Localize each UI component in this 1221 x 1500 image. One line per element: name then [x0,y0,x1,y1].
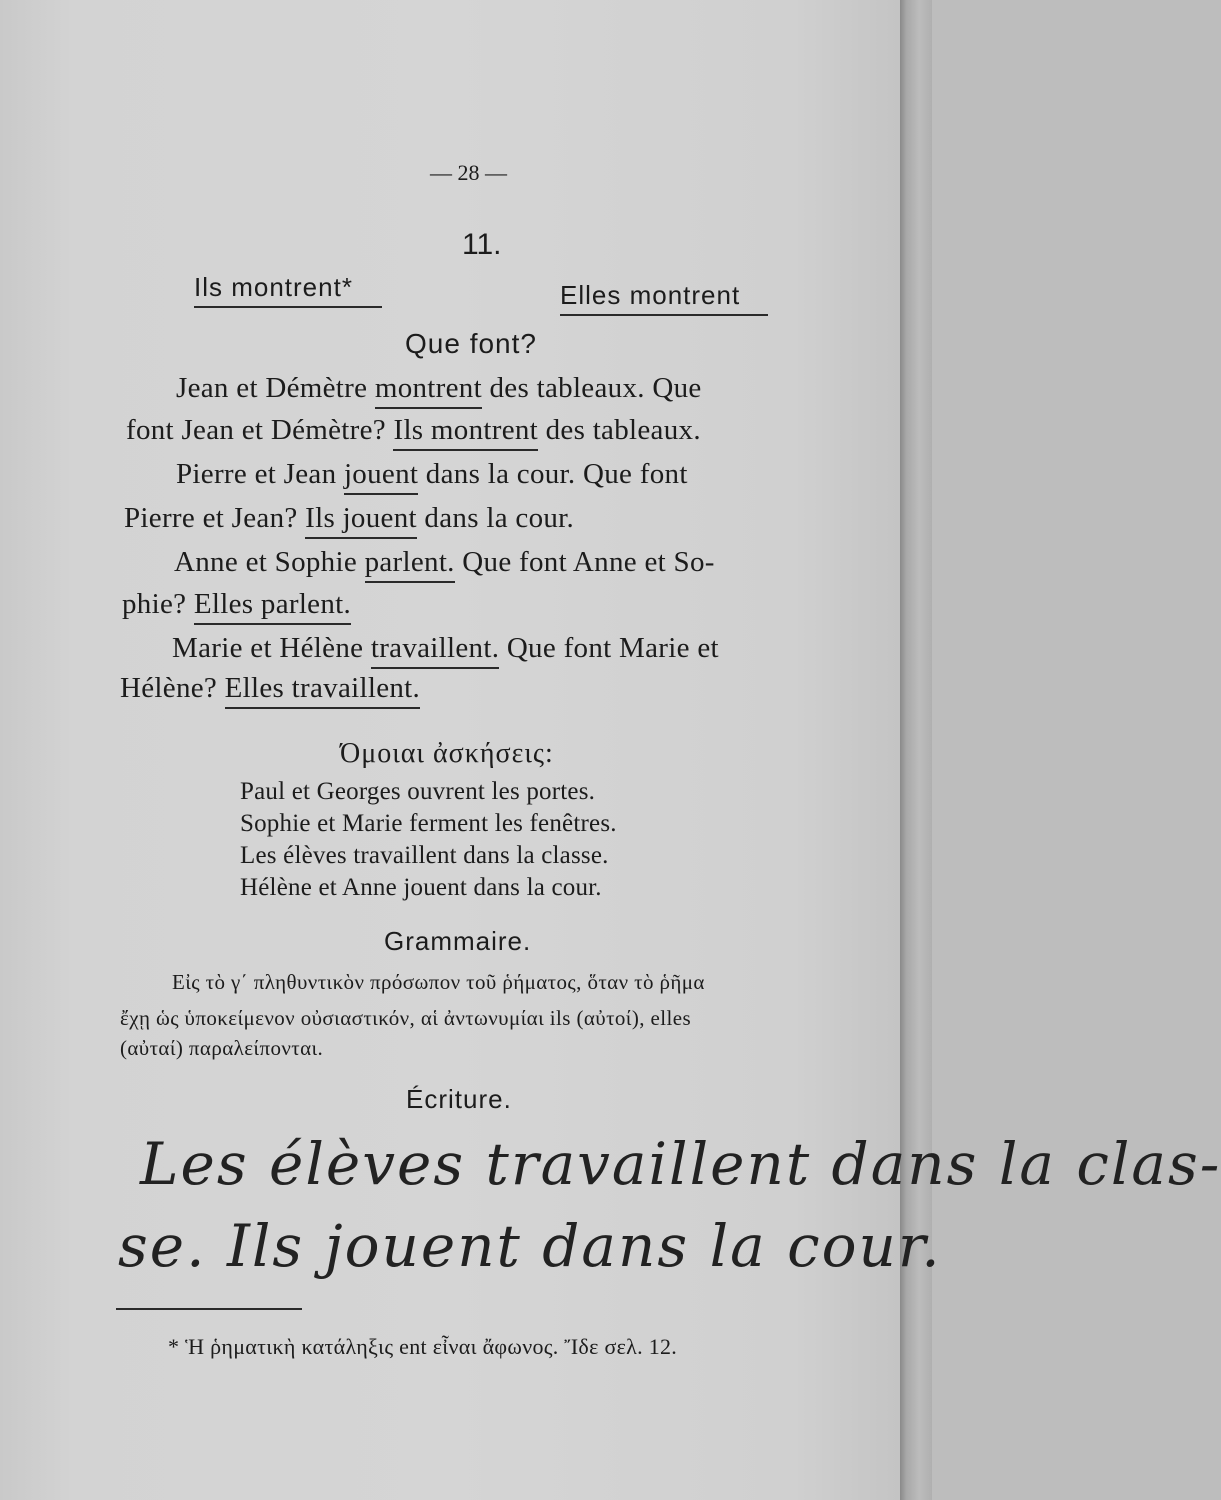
body-text: dans la cour. [416,502,575,534]
body-text: phie? [122,588,194,620]
body-line-1 [176,372,702,405]
exercise-line: Les élèves travaillent dans la classe. [240,842,609,869]
body-line-6 [122,588,351,621]
body-text: Hélène? [120,672,225,704]
grammar-line: (αὐταί) παραλείπονται. [120,1036,324,1060]
grammar-title: Grammaire. [384,926,532,956]
underlined-verb: jouent [344,458,418,495]
heading-ils-montrent: Ils montrent* [194,272,382,308]
underlined-answer: Elles travaillent. [225,672,420,709]
exercise-line: Paul et Georges ouvrent les portes. [240,778,596,805]
body-text: font Jean et Démètre? [126,414,394,446]
heading-elles-montrent: Elles montrent [560,280,768,316]
footnote-rule [116,1308,302,1310]
body-text: Anne et Sophie [174,546,365,578]
page-number: — 28 — [430,160,507,185]
body-line-3 [176,458,688,491]
body-text: Que font Marie et [499,632,719,664]
footnote: * Ἡ ῥηματικὴ κατάληξις ent εἶναι ἄφωνος. Ἴδε σελ. 12. [168,1334,678,1359]
body-text: Marie et Hélène [172,632,371,664]
underlined-verb: parlent. [365,546,455,583]
body-line-7 [172,632,719,665]
body-line-5 [174,546,715,579]
heading-que-font: Que font? [405,328,537,359]
body-text: dans la cour. Que font [418,458,688,490]
body-text: Que font Anne et So- [454,546,715,578]
underlined-answer: Elles parlent. [194,588,351,625]
exercise-line: Sophie et Marie ferment les fenêtres. [240,810,617,837]
lesson-number: 11. [462,228,502,261]
body-line-8 [120,672,420,705]
body-text: des tableaux. Que [481,372,702,404]
body-text: Pierre et Jean [176,458,344,490]
grammar-line: ἔχῃ ὡς ὑποκείμενον οὐσιαστικόν, αἱ ἀντωνυμίαι ils (αὐτοί), elles [120,1006,692,1030]
body-text: des tableaux. [538,414,701,446]
handwriting-line-1: Les élèves travaillent dans la clas- [140,1130,1221,1198]
exercise-line: Hélène et Anne jouent dans la cour. [240,874,602,901]
body-line-4 [124,502,574,535]
grammar-line: Εἰς τὸ γ΄ πληθυντικὸν πρόσωπον τοῦ ῥήματος, ὅταν τὸ ῥῆμα [172,970,705,994]
writing-title: Écriture. [406,1084,512,1114]
exercises-title: Όμοιαι ἀσκήσεις: [340,738,554,769]
body-text: Jean et Démètre [176,372,375,404]
underlined-answer: Ils jouent [305,502,417,539]
body-line-2 [126,414,701,447]
underlined-verb: montrent [375,372,482,409]
underlined-answer: Ils montrent [393,414,538,451]
handwriting-line-2: se. Ils jouent dans la cour. [118,1212,942,1280]
underlined-verb: travaillent. [371,632,499,669]
body-text: Pierre et Jean? [124,502,306,534]
